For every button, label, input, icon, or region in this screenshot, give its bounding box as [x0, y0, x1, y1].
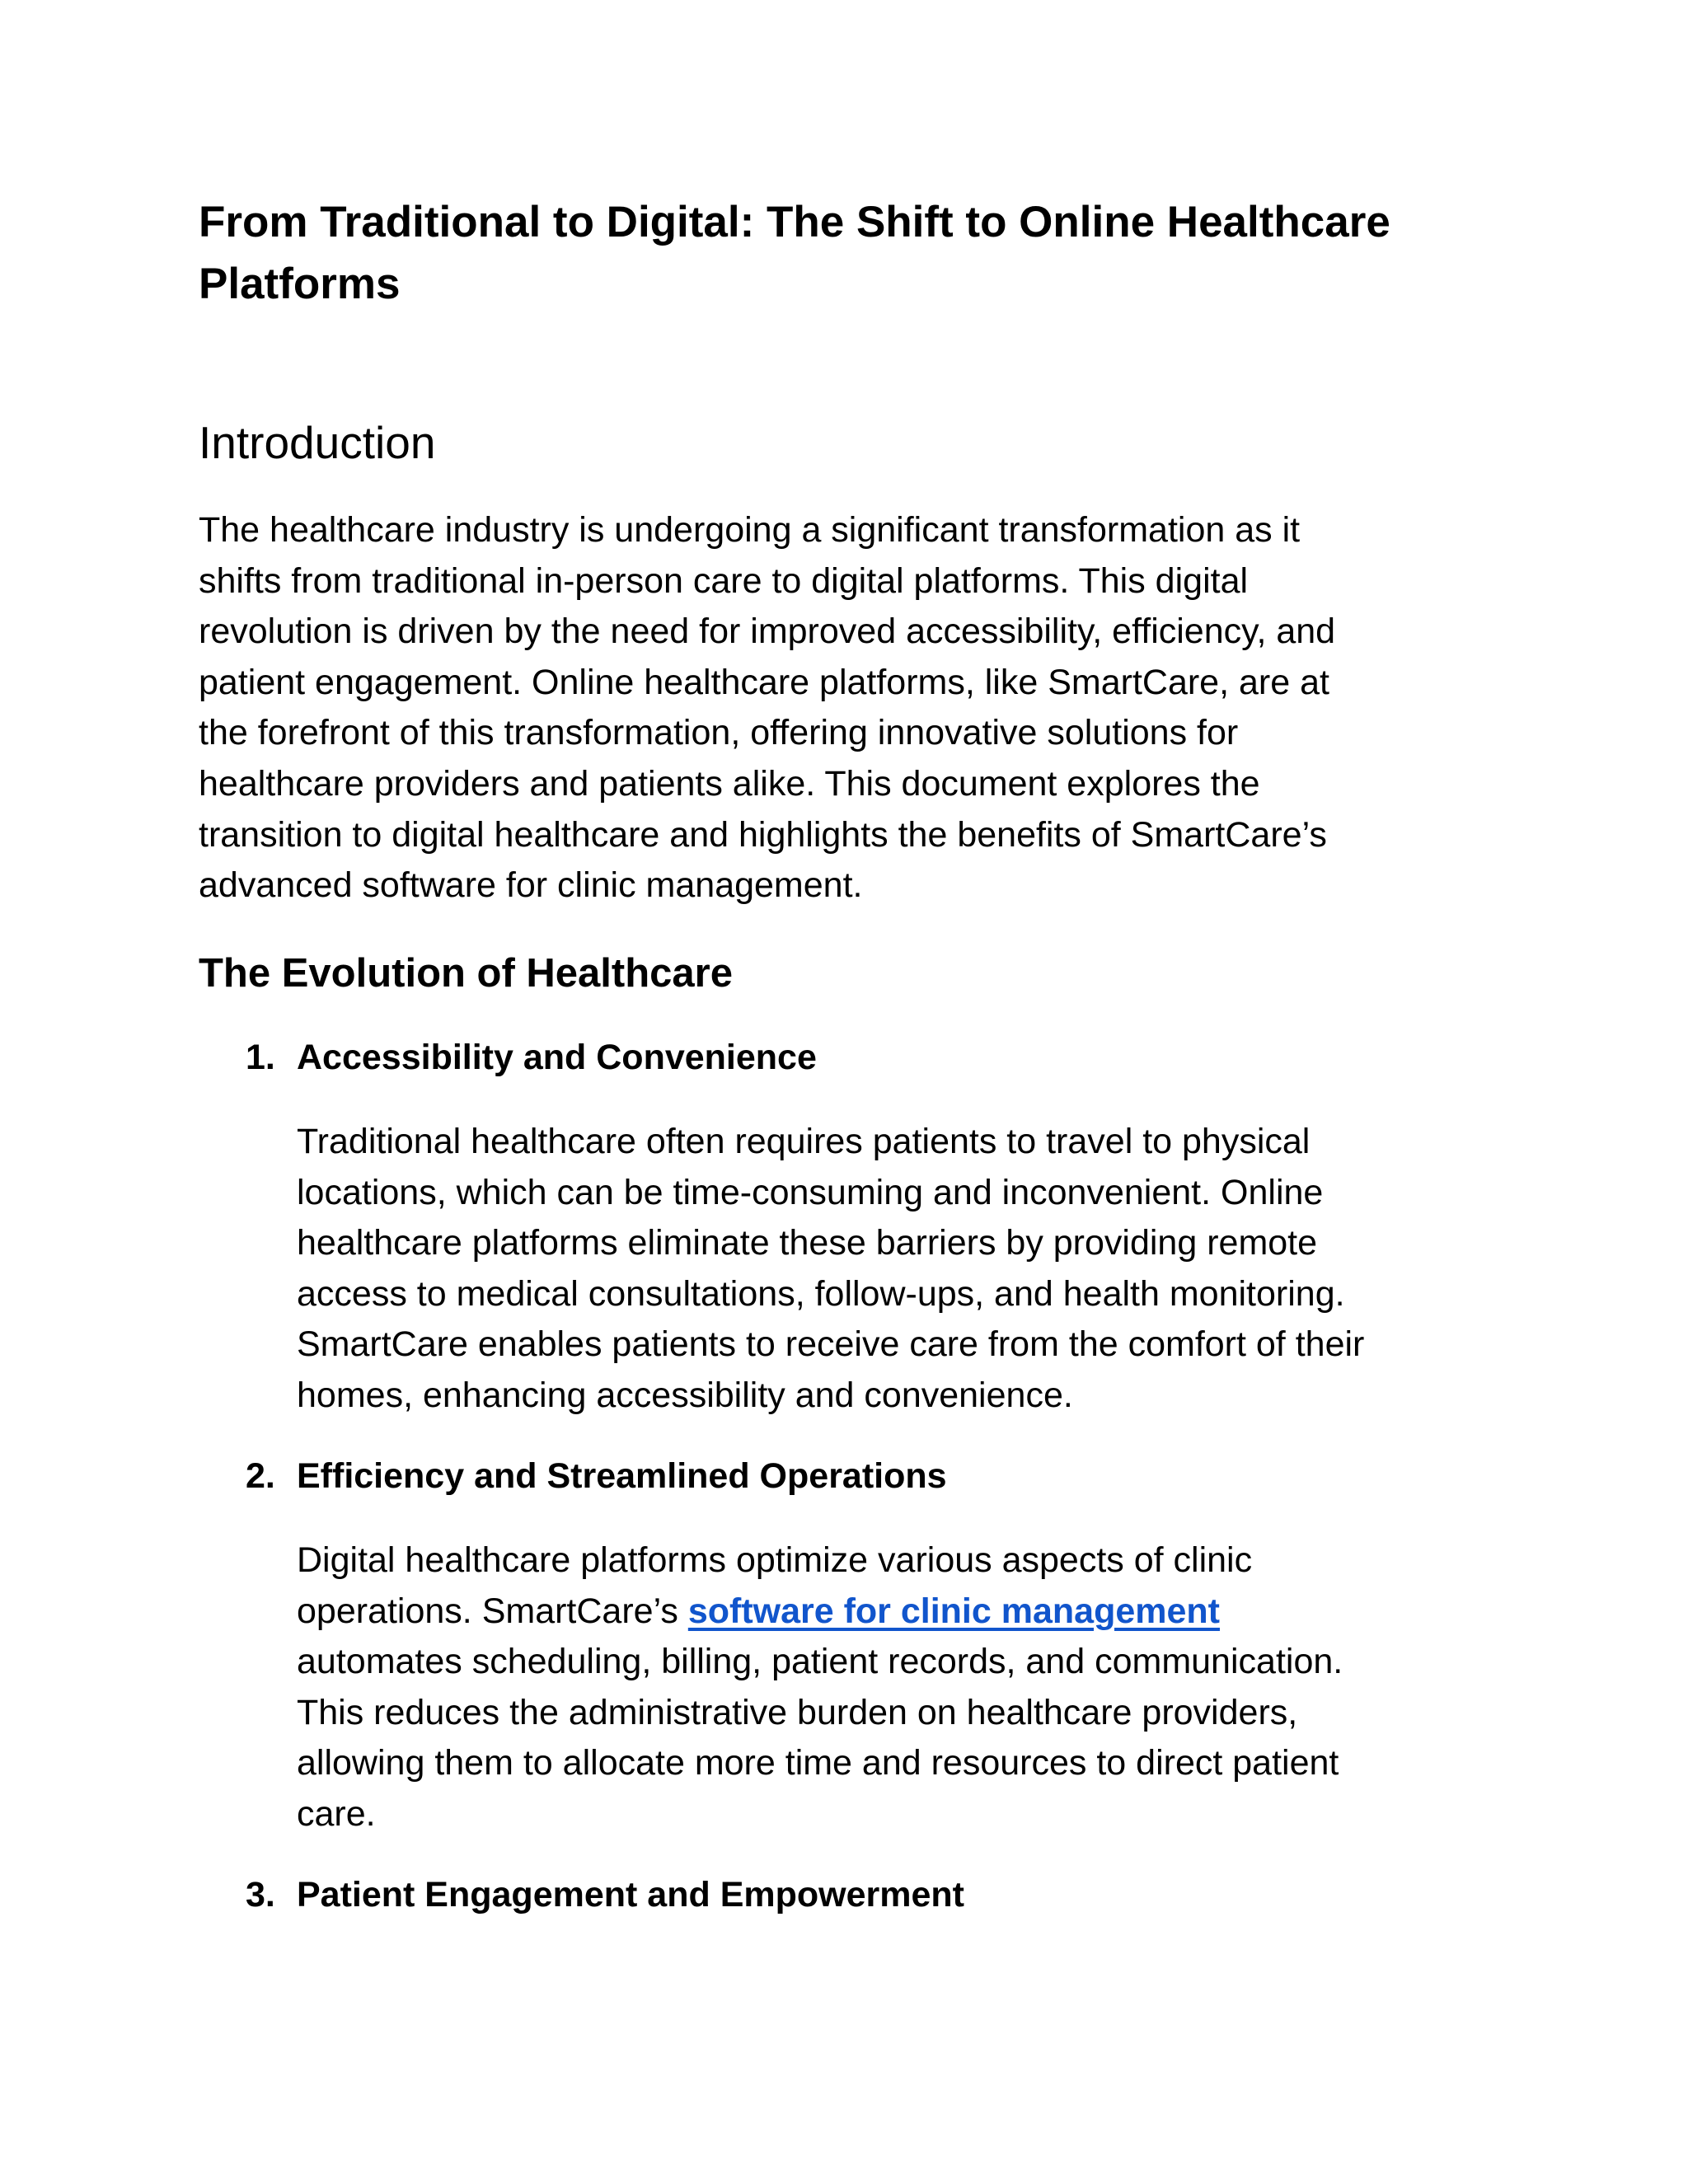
- list-item-heading: Patient Engagement and Empowerment: [297, 1875, 964, 1915]
- evolution-heading: The Evolution of Healthcare: [199, 951, 733, 996]
- list-item-body-text: automates scheduling, billing, patient records, and communication. This reduces the administrative burden on healthcare providers, allowing them to allocate more time and resources to direct patient care.: [297, 1642, 1343, 1834]
- list-item-heading: Efficiency and Streamlined Operations: [297, 1456, 947, 1496]
- list-item-number: 2.: [246, 1456, 275, 1496]
- list-item-number: 3.: [246, 1875, 275, 1915]
- introduction-heading: Introduction: [199, 417, 436, 468]
- list-item-body: Traditional healthcare often requires patients to travel to physical locations, which can be time-consuming and inconvenient. Online healthcare platforms eliminate these barriers by providing remote access to medical consultations, follow-ups, and health monitoring. SmartCare enables patients to receive care from the comfort of their homes, enhancing accessibility and convenience.: [297, 1122, 1365, 1415]
- list-item-body-text: Digital healthcare platforms optimize various aspects of clinic operations. SmartCare’s: [297, 1540, 1253, 1631]
- list-item-body: [297, 1535, 1500, 1840]
- clinic-management-software-link[interactable]: software for clinic management: [687, 1591, 1220, 1631]
- introduction-paragraph: The healthcare industry is undergoing a significant transformation as it shifts from traditional in-person care to digital platforms. This digital revolution is driven by the need for improved accessibility, efficiency, and patient engagement. Online healthcare platforms, like SmartCare, are at the forefront of this transformation, offering innovative solutions for healthcare providers and patients alike. This document explores the transition to digital healthcare and highlights the benefits of SmartCare’s advanced software for clinic management.: [199, 510, 1336, 906]
- list-item-number: 1.: [246, 1038, 275, 1077]
- document-title: From Traditional to Digital: The Shift to Online Healthcare Platforms: [199, 198, 1390, 308]
- list-item-heading: Accessibility and Convenience: [297, 1038, 817, 1077]
